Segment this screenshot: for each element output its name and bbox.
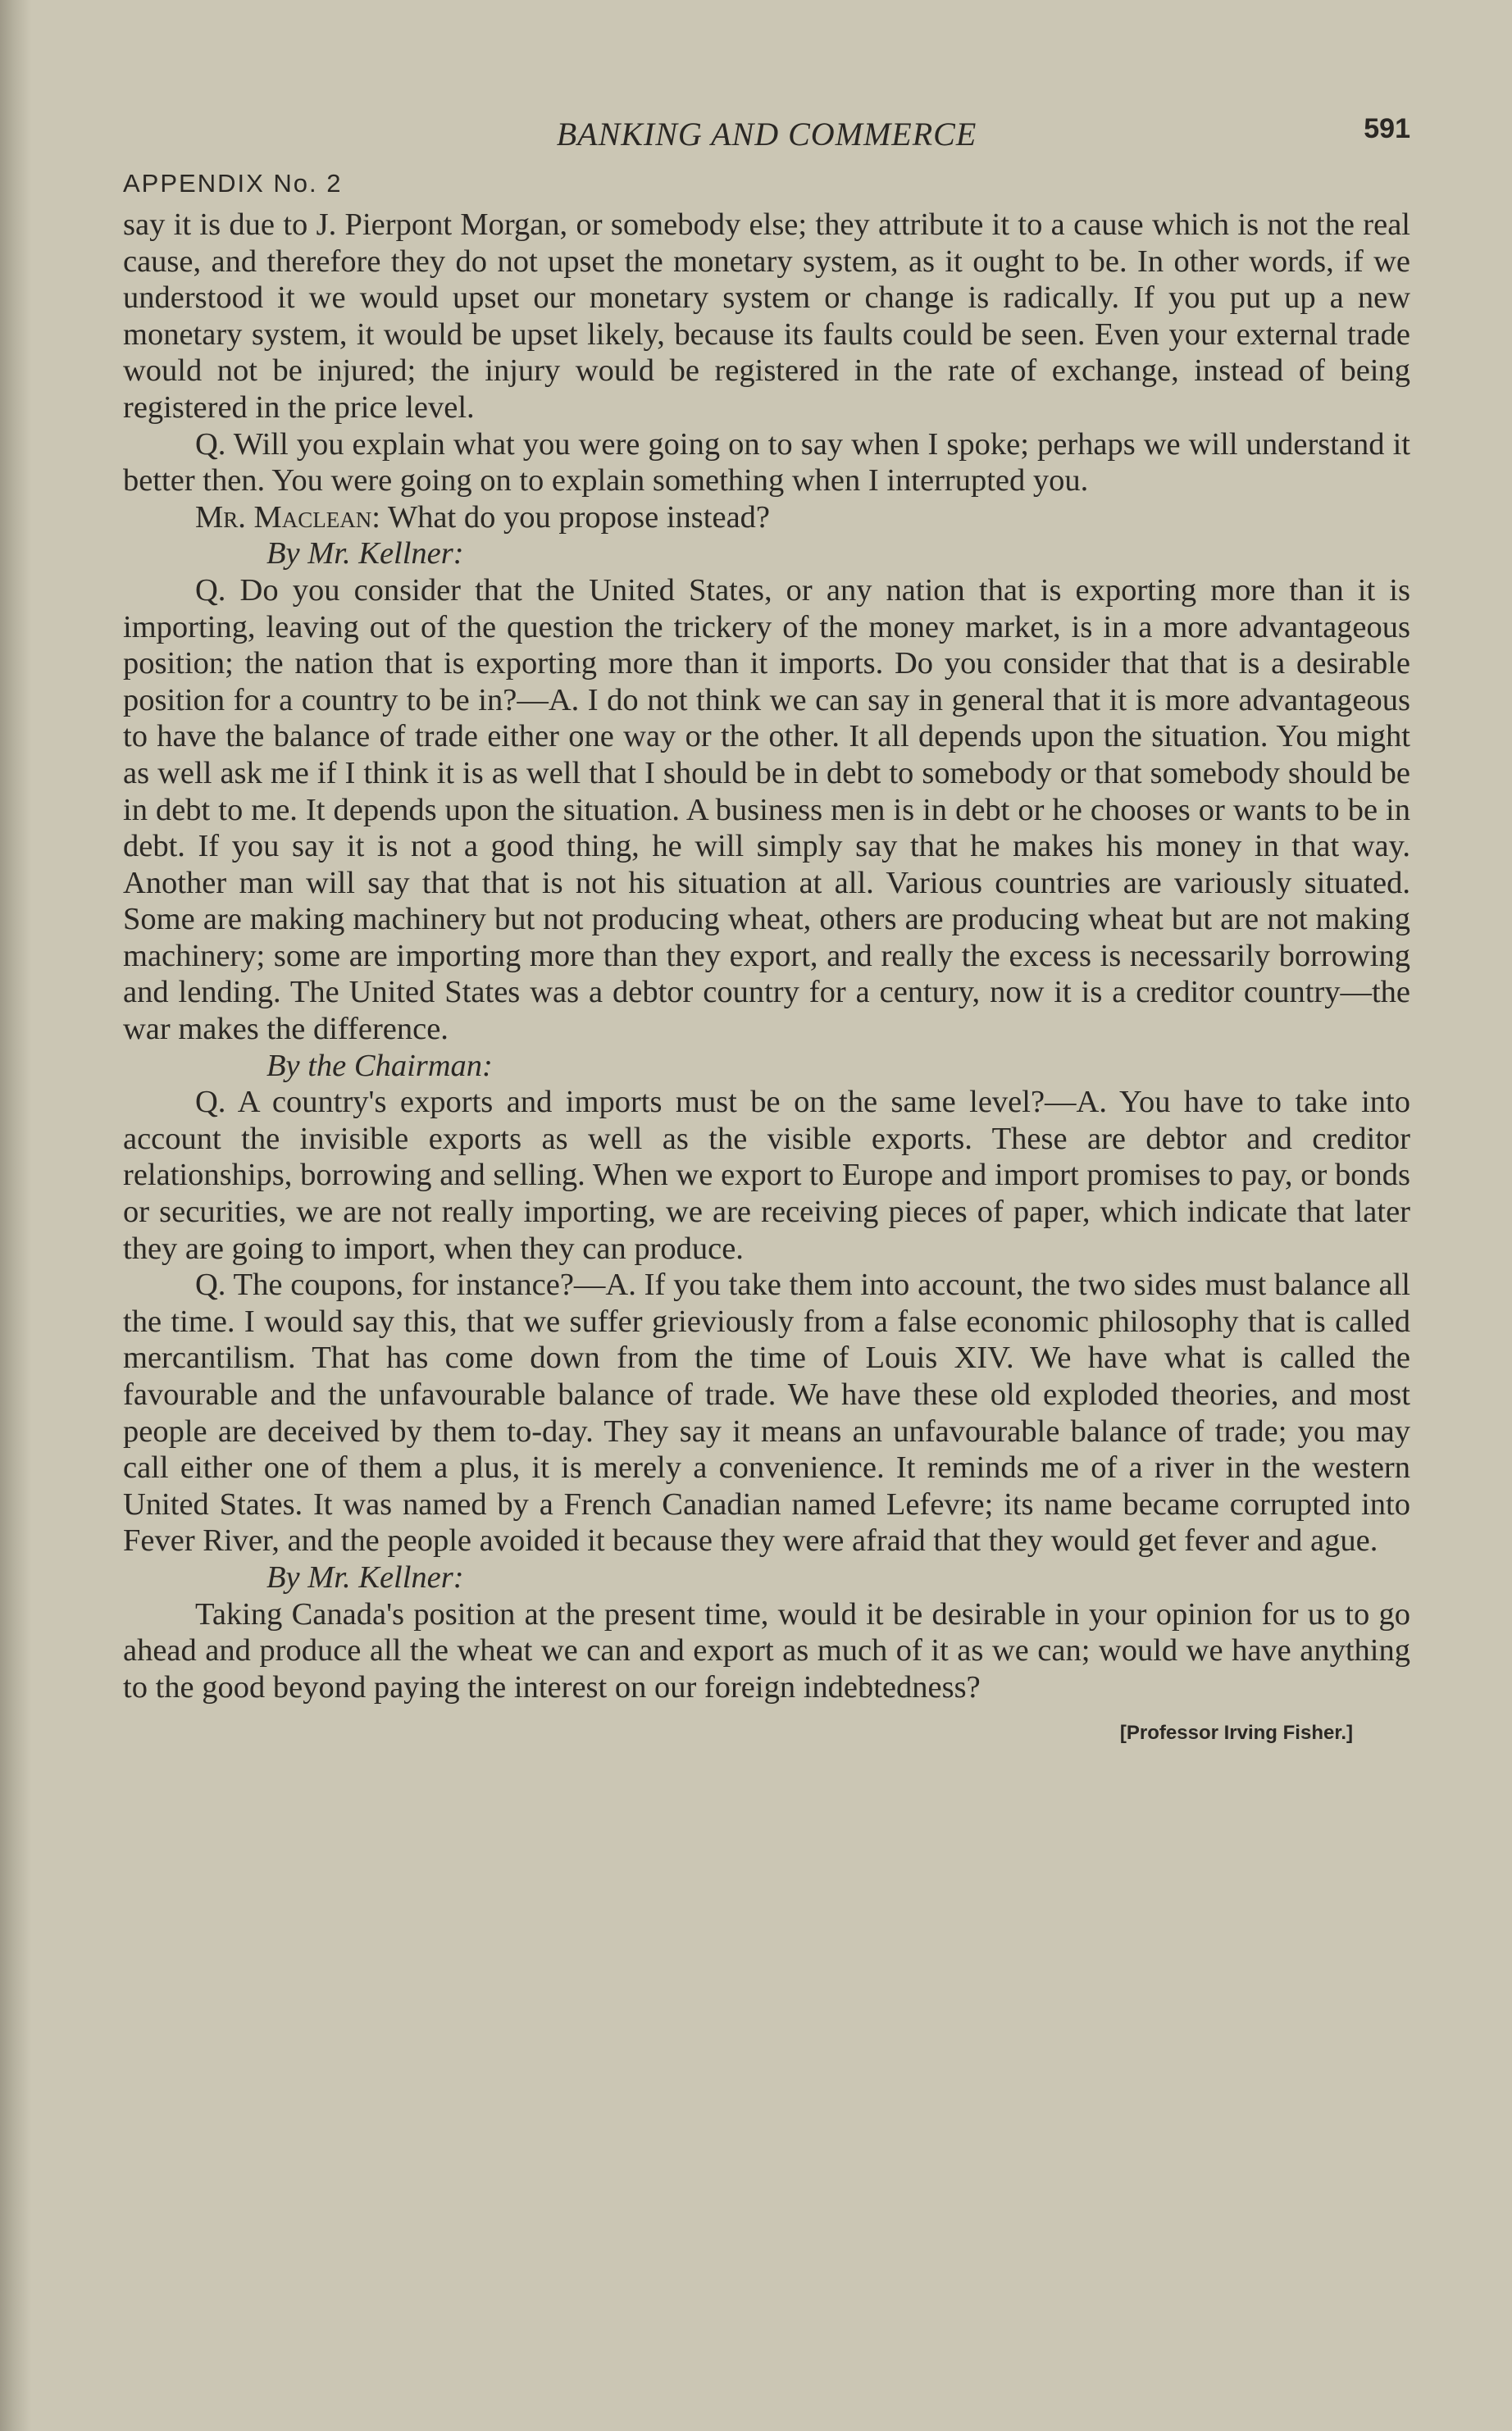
book-binding-edge — [0, 0, 31, 2431]
appendix-label: APPENDIX No. 2 — [123, 169, 343, 198]
byline-kellner: By Mr. Kellner: — [266, 536, 464, 571]
running-title: BANKING AND COMMERCE — [556, 116, 977, 153]
byline-chairman: By the Chairman: — [266, 1048, 493, 1083]
paragraph-continuation: say it is due to J. Pierpont Morgan, or somebody else; they attribute it to a cause which is not the real cause, and therefore they do not upset the monetary system, as it ought to be. In other words, if we understood it we would upset our monetary system or change is radically. If you put up a new monetary system, it would be upset likely, because its faults could be seen. Even your external trade would not be injured; the injury would be registered in the rate of exchange, instead of being registered in the price level. — [123, 207, 1410, 425]
page-header — [123, 107, 1410, 164]
speaker-text: : What do you propose instead? — [371, 499, 770, 535]
speaker-attribution: [Professor Irving Fisher.] — [1119, 1722, 1353, 1745]
paragraph-question: Taking Canada's position at the present time, would it be desirable in your opinion for us to go ahead and produce all the wheat we can and export as much of it as we can; would we have anything to the good beyond paying the interest on our foreign indebtedness? — [123, 1596, 1410, 1705]
paragraph-qa: Q. A country's exports and imports must be on the same level?—A. You have to take into account the invisible exports as well as the visible exports. These are debtor and creditor relationships, borrowing and selling. When we export to Europe and import promises to pay, or bonds or securities, we are not really importing, we are receiving pieces of paper, which indicate that later they are going to import, when they can produce. — [123, 1085, 1410, 1266]
paragraph-qa: Q. The coupons, for instance?—A. If you take them into account, the two sides must balance all the time. I would say this, that we suffer grieviously from a false economic philosophy that is called mercantilism. That has come down from the time of Louis XIV. We have what is called the favourable and the unfavourable balance of trade. We have these old exploded theories, and most people are deceived by them to-day. They say it means an unfavourable balance of trade; you may call either one of them a plus, it is merely a convenience. It reminds me of a river in the western United States. It was named by a French Canadian named Lefevre; its name became corrupted into Fever River, and the people avoided it because they were afraid that they would get fever and ague. — [123, 1268, 1410, 1559]
paragraph-qa: Q. Do you consider that the United States, or any nation that is exporting more than it is importing, leaving out of the question the trickery of the money market, is in a more advantageous position; the nation that is exporting more than it imports. Do you consider that that is a desirable position for a country to be in?—A. I do not think we can say in general that it is more advantageous to have the balance of trade either one way or the other. It all depends upon the situation. You might as well ask me if I think it is as well that I should be in debt to somebody or that somebody should be in debt to me. It depends upon the situation. A business men is in debt or he chooses or wants to be in debt. If you say it is not a good thing, he will simply say that he makes his money in that way. Another man will say that that is not his situation at all. Various countries are variously situated. Some are making machinery but not producing wheat, others are producing wheat but are not making machinery; some are importing more than they export, and really the excess is necessarily borrowing and lending. The United States was a debtor country for a century, now it is a creditor country—the war makes the difference. — [123, 572, 1410, 1047]
book-page — [123, 107, 1410, 2402]
page-number: 591 — [1364, 113, 1410, 144]
page-body — [123, 207, 1410, 1705]
paragraph-question: Q. Will you explain what you were going on to say when I spoke; perhaps we will understand it better then. You were going on to explain something when I interrupted you. — [123, 426, 1410, 498]
paragraph-interjection — [123, 499, 1410, 536]
speaker-name: Mr. Maclean — [195, 499, 372, 535]
byline-kellner: By Mr. Kellner: — [266, 1559, 464, 1595]
